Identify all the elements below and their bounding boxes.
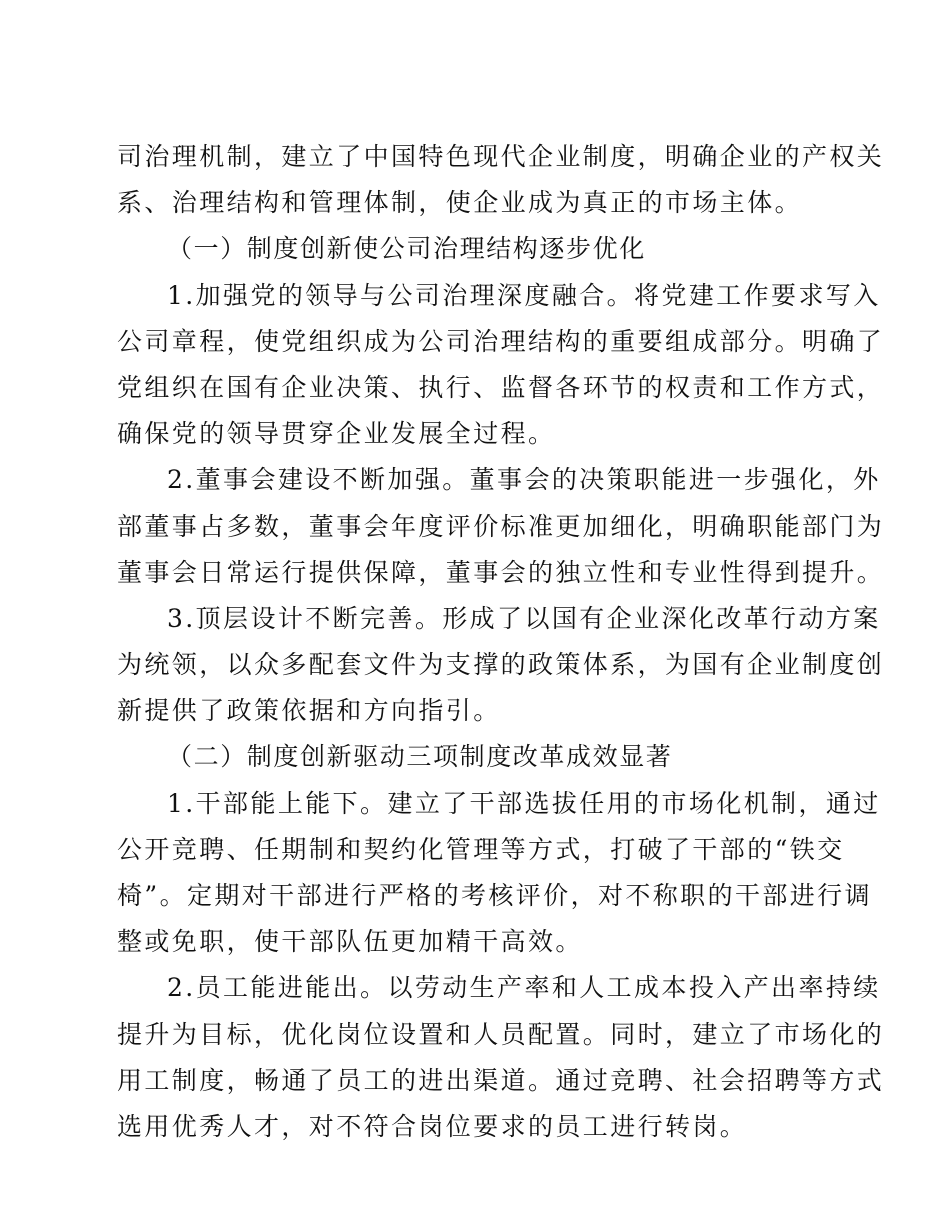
body-text-line: 董事会日常运行提供保障，董事会的独立性和专业性得到提升。 — [117, 557, 885, 587]
body-text-line: 公开竞聘、任期制和契约化管理等方式，打破了干部的“铁交 — [117, 834, 845, 864]
paragraph-start-line: 2.董事会建设不断加强。董事会的决策职能进一步强化，外 — [167, 465, 881, 495]
body-text-line: 选用优秀人才，对不符合岗位要求的员工进行转岗。 — [117, 1111, 748, 1141]
body-text-line: 椅”。定期对干部进行严格的考核评价，对不称职的干部进行调 — [117, 881, 872, 910]
body-text-line: 为统领，以众多配套文件为支撑的政策体系，为国有企业制度创 — [117, 650, 885, 680]
body-text-line: 司治理机制，建立了中国特色现代企业制度，明确企业的产权关 — [117, 142, 885, 171]
body-text-line: 整或免职，使干部队伍更加精干高效。 — [117, 927, 583, 957]
paragraph-start-line: 1.加强党的领导与公司治理深度融合。将党建工作要求写入 — [167, 280, 881, 310]
paragraph-start-line: 3.顶层设计不断完善。形成了以国有企业深化改革行动方案 — [167, 603, 881, 633]
body-text-line: 用工制度，畅通了员工的进出渠道。通过竞聘、社会招聘等方式 — [117, 1065, 885, 1095]
body-text-line: 提升为目标，优化岗位设置和人员配置。同时，建立了市场化的 — [117, 1019, 885, 1049]
section-heading-2: （二）制度创新驱动三项制度改革成效显著 — [167, 742, 673, 772]
body-text-line: 确保党的领导贯穿企业发展全过程。 — [117, 419, 556, 449]
paragraph-start-line: 2.员工能进能出。以劳动生产率和人工成本投入产出率持续 — [167, 973, 881, 1003]
body-text-line: 新提供了政策依据和方向指引。 — [117, 696, 501, 726]
document-body — [117, 134, 885, 1150]
section-heading-1: （一）制度创新使公司治理结构逐步优化 — [167, 234, 646, 264]
body-text-line: 公司章程，使党组织成为公司治理结构的重要组成部分。明确了 — [117, 326, 885, 356]
paragraph-start-line: 1.干部能上能下。建立了干部选拔任用的市场化机制，通过 — [167, 788, 881, 818]
body-text-line: 系、治理结构和管理体制，使企业成为真正的市场主体。 — [117, 188, 803, 218]
body-text-line: 部董事占多数，董事会年度评价标准更加细化，明确职能部门为 — [117, 511, 885, 541]
body-text-line: 党组织在国有企业决策、执行、监督各环节的权责和工作方式， — [117, 372, 885, 402]
